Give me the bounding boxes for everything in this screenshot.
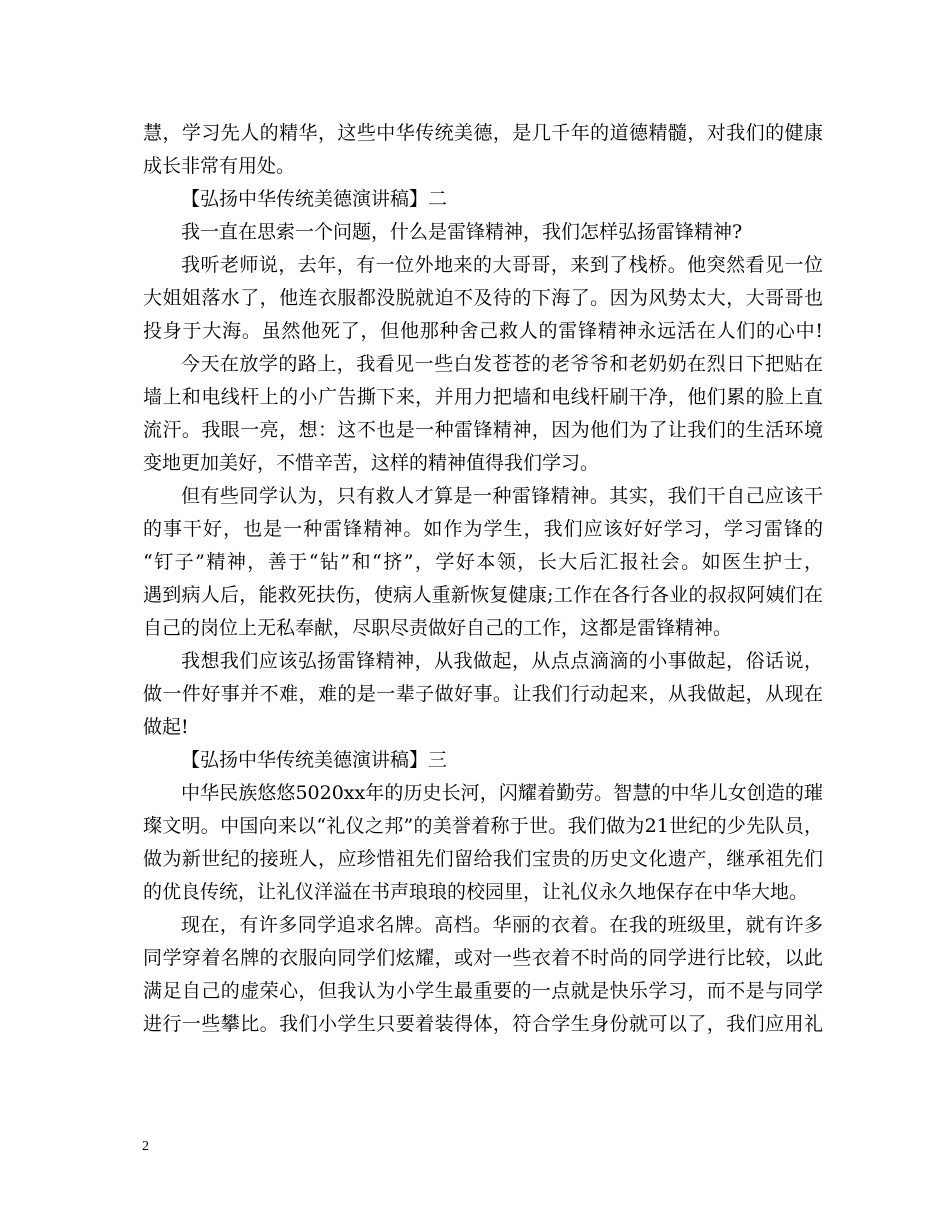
body-line: 流汗。我眼一亮，想：这不也是一种雷锋精神，因为他们为了让我们的生活环境 (143, 419, 823, 441)
body-line: 投身于大海。虽然他死了，但他那种舍己救人的雷锋精神永远活在人们的心中! (143, 320, 823, 342)
body-line: 的优良传统，让礼仪洋溢在书声琅琅的校园里，让礼仪永久地保存在中华大地。 (143, 881, 809, 903)
body-line: 我听老师说，去年，有一位外地来的大哥哥，来到了栈桥。他突然看见一位 (181, 254, 823, 276)
body-line: 做为新世纪的接班人，应珍惜祖先们留给我们宝贵的历史文化遗产，继承祖先们 (143, 848, 823, 870)
body-line: 大姐姐落水了，他连衣服都没脱就迫不及待的下海了。因为风势太大，大哥哥也 (143, 287, 823, 309)
body-line: 做一件好事并不难，难的是一辈子做好事。让我们行动起来，从我做起，从现在 (143, 683, 823, 705)
body-line: 我一直在思索一个问题，什么是雷锋精神，我们怎样弘扬雷锋精神? (181, 221, 743, 243)
body-line: 同学穿着名牌的衣服向同学们炫耀，或对一些衣着不时尚的同学进行比较，以此 (143, 947, 823, 969)
body-line: 今天在放学的路上，我看见一些白发苍苍的老爷爷和老奶奶在烈日下把贴在 (181, 353, 823, 375)
section-heading: 【弘扬中华传统美德演讲稿】三 (181, 749, 448, 771)
body-line: 现在，有许多同学追求名牌。高档。华丽的衣着。在我的班级里，就有许多 (181, 914, 823, 936)
body-line: 墙上和电线杆上的小广告撕下来，并用力把墙和电线杆刷干净，他们累的脸上直 (143, 386, 823, 408)
body-line: 慧，学习先人的精华，这些中华传统美德，是几千年的道德精髓，对我们的健康 (143, 122, 823, 144)
body-line: 变地更加美好，不惜辛苦，这样的精神值得我们学习。 (143, 452, 600, 474)
body-line: 遇到病人后，能救死扶伤，使病人重新恢复健康;工作在各行各业的叔叔阿姨们在 (143, 584, 823, 606)
section-heading: 【弘扬中华传统美德演讲稿】二 (181, 188, 448, 210)
body-line: 满足自己的虚荣心，但我认为小学生最重要的一点就是快乐学习，而不是与同学 (143, 980, 823, 1002)
body-line: 的事干好，也是一种雷锋精神。如作为学生，我们应该好好学习，学习雷锋的 (143, 518, 823, 540)
page-number: 2 (142, 1139, 149, 1154)
body-line: 成长非常有用处。 (143, 155, 296, 177)
body-line: “钉子”精神，善于“钻”和“挤”，学好本领，长大后汇报社会。如医生护士， (143, 551, 823, 573)
body-line: 进行一些攀比。我们小学生只要着装得体，符合学生身份就可以了，我们应用礼 (143, 1013, 823, 1035)
body-line: 但有些同学认为，只有救人才算是一种雷锋精神。其实，我们干自己应该干 (181, 485, 823, 507)
body-line: 中华民族悠悠5020xx年的历史长河，闪耀着勤劳。智慧的中华儿女创造的璀 (181, 782, 823, 804)
body-line: 自己的岗位上无私奉献，尽职尽责做好自己的工作，这都是雷锋精神。 (143, 617, 733, 639)
body-line: 我想我们应该弘扬雷锋精神，从我做起，从点点滴滴的小事做起，俗话说， (181, 650, 823, 672)
body-line: 做起! (143, 716, 189, 738)
body-line: 璨文明。中国向来以“礼仪之邦”的美誉着称于世。我们做为21世纪的少先队员， (143, 815, 823, 837)
